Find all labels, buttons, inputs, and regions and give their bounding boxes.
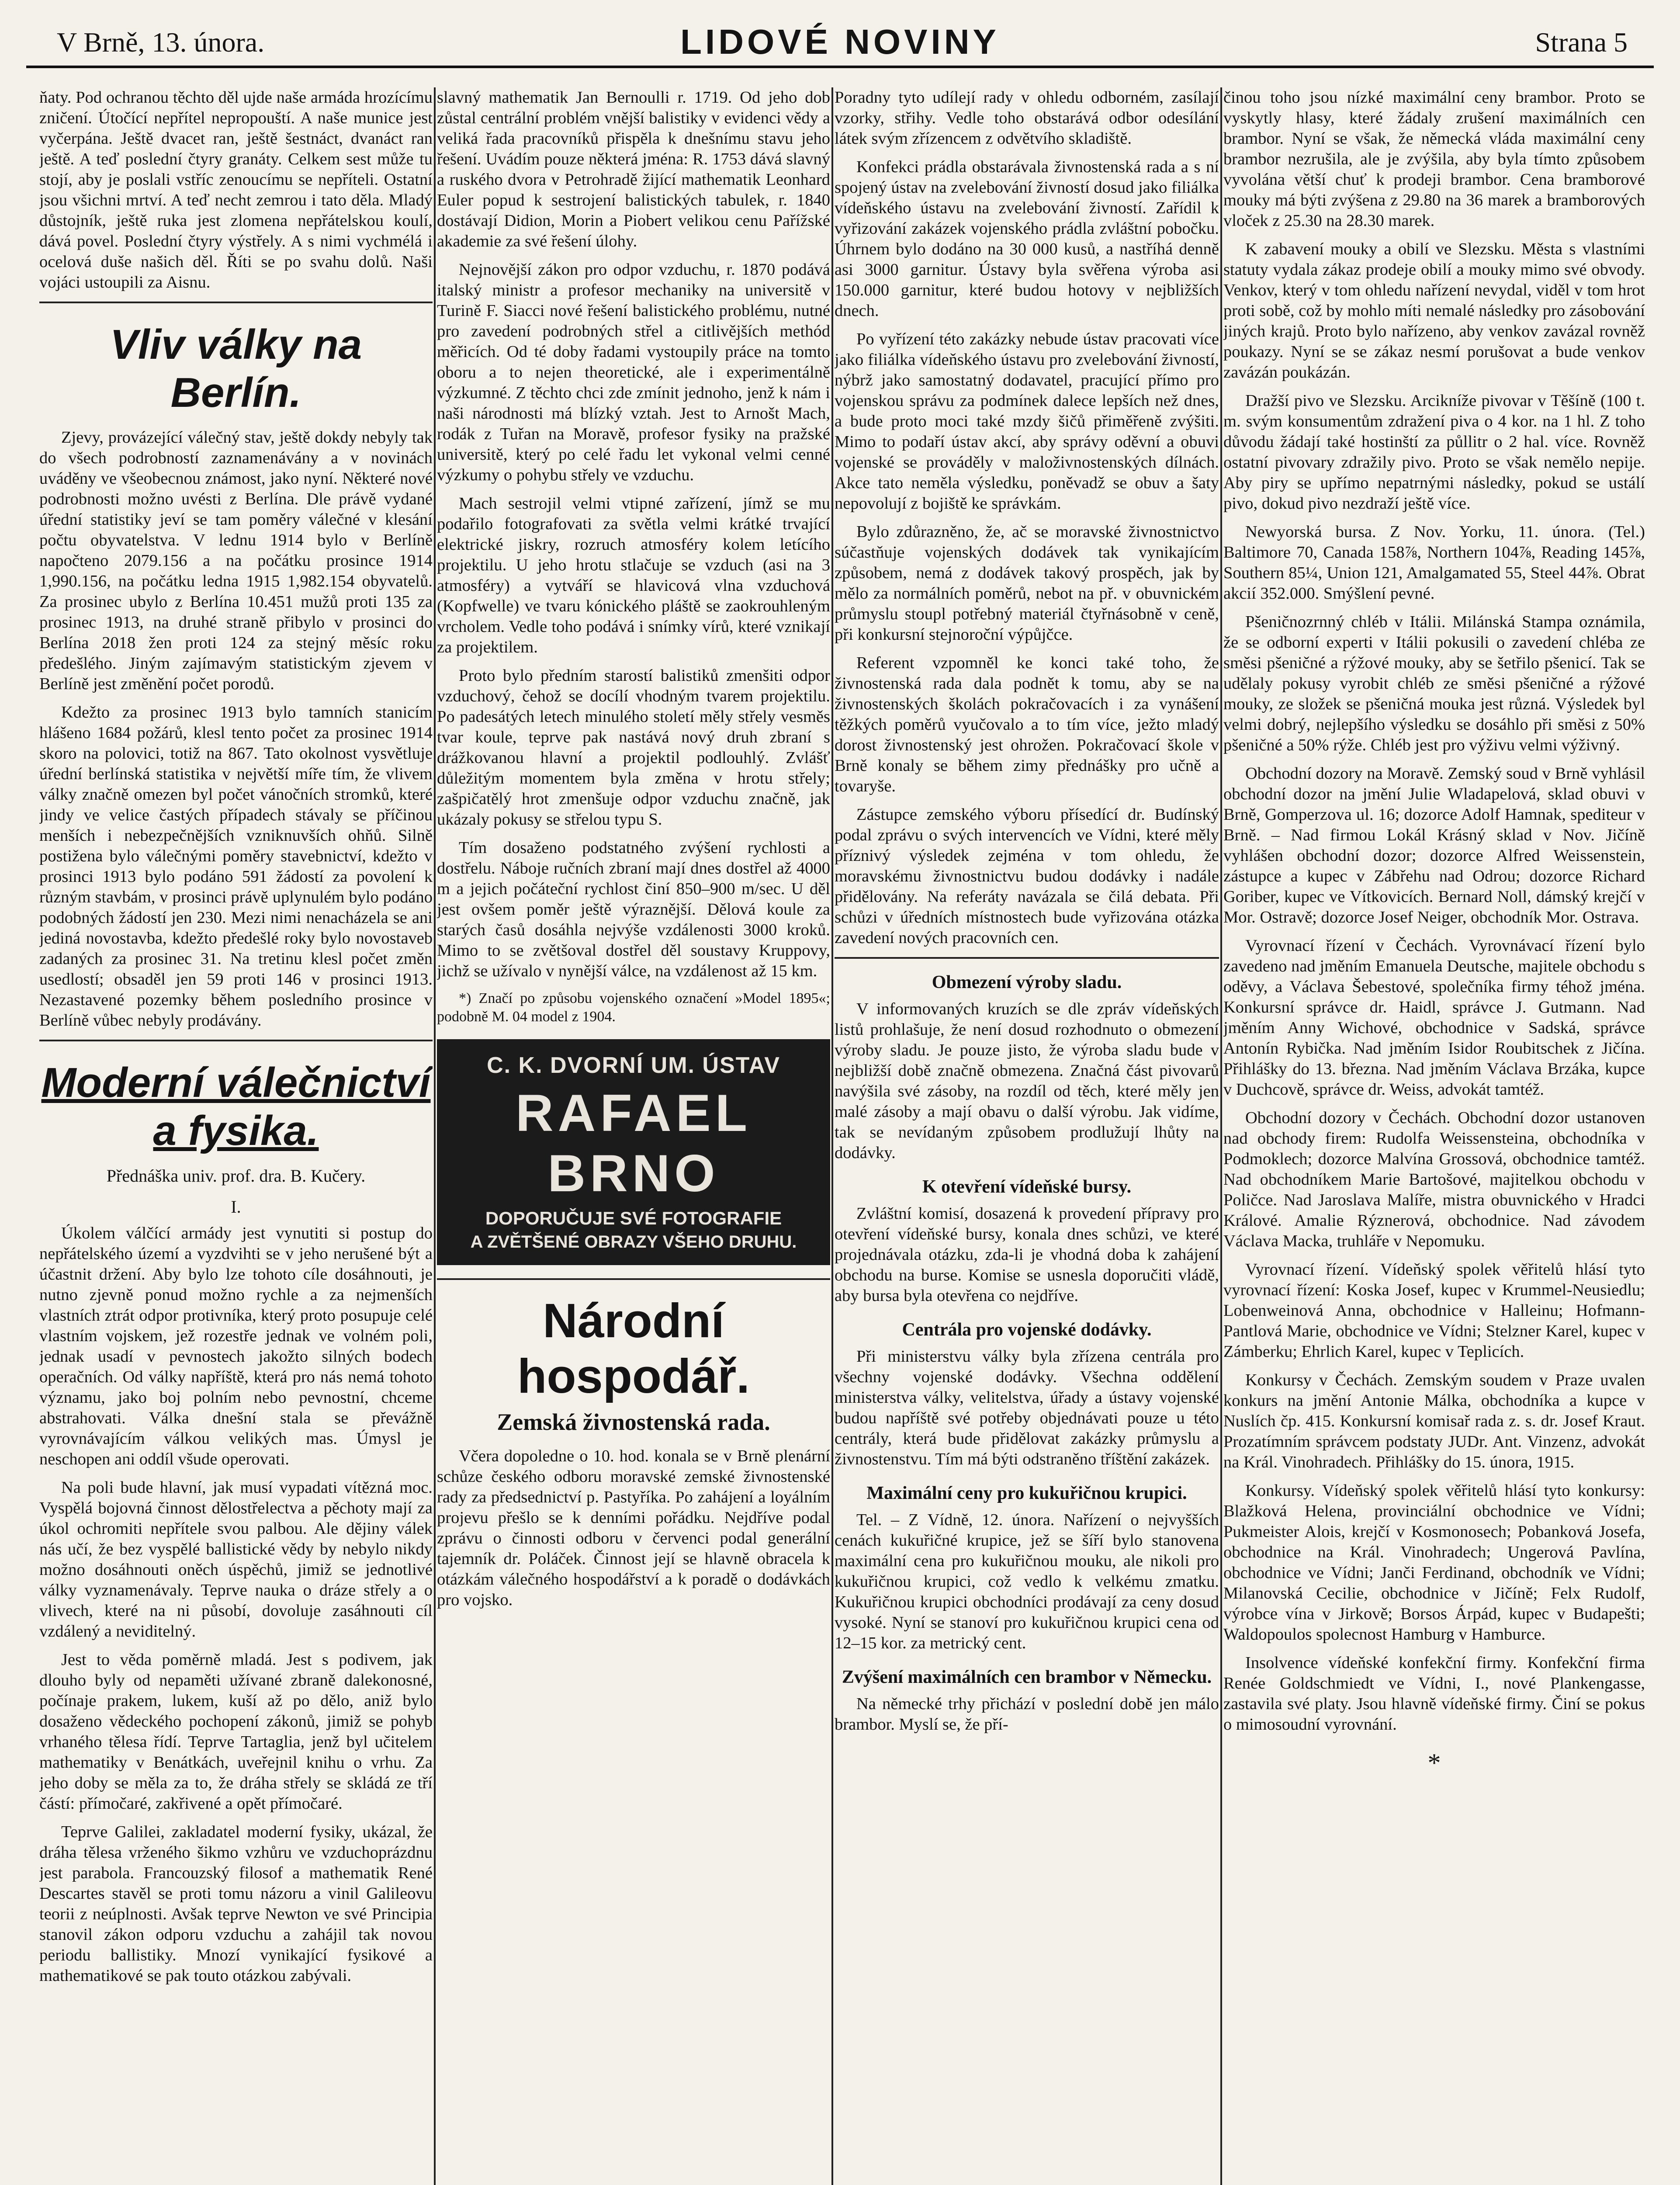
paragraph: Konkursy. Vídeňský spolek věřitelů hlásí tyto konkursy: Blažková Helena, provinciální obchodnice ve Vídni; Pukmeister Alois, krejčí v Kosmonosech; Pobanková Josefa, obchodnice na Král. Vinohradech; Ungerová Pavlína, obchodnice ve Vídni; Janči Ferdinand, obchodník ve Vídni; Milanovská Cecilie, obchodnice v Jičíně; Felx Rudolf, výrobce vína v Jirkově; Borsos Árpád, kupec v Budapešti; Waldopoulos spolecnost Hamburg v Hamburce.: [1223, 1481, 1645, 1644]
paragraph: Insolvence vídeňské konfekční firmy. Konfekční firma Renée Goldschmiedt ve Vídni, I., nové Plankengasse, zastavila své platy. Jsou hlavně vídeňské firmy. Činí se pokus o mimosoudní vyrovnání.: [1223, 1654, 1645, 1734]
paragraph: Jest to věda poměrně mladá. Jest s podivem, jak dlouho byly od nepaměti užívané zbraně dalekonosné, počínaje prakem, lukem, kuší až po dělo, aniž bylo dosaženo vědeckého pochopení zákonů, jimiž se pohyb vrhaného tělesa řídí. Teprve Tartaglia, jenž byl učitelem mathematiky v Benátkách, uveřejnil knihu o vrhu. Za jeho doby se měla za to, že dráha střely se skládá ze tří částí: přímočaré, zakřivené a opět přímočaré.: [39, 1651, 433, 1813]
byline: Přednáška univ. prof. dra. B. Kučery.: [106, 1166, 366, 1186]
divider: [835, 957, 1219, 959]
section-number: I.: [231, 1197, 241, 1217]
paragraph: Vyrovnací řízení v Čechách. Vyrovnávací řízení bylo zavedeno nad jměním Emanuela Deutsche, majitele obchodu s oděvy, a Václava Šebestové, společníka firmy téhož jména. Konkursní správce dr. Haidl, správce J. Gutmann. Nad jměním Anny Wichové, obchodnice v Sadská, správce Antonín Rybička. Nad jměním Isidor Roubitschek z Jičína. Přihlášky do 13. března. Nad jměním Václava Brzáka, kupce v Duchcově, správce dr. Weiss, advokát tamtéž.: [1223, 936, 1645, 1099]
end-mark: *: [1427, 1748, 1441, 1777]
paragraph: V informovaných kruzích se dle zpráv vídeňských listů prohlašuje, že není dosud rozhodnuto o obmezení výroby sladu. Je pouze jisto, že výroba sladu bude v nejbližší době značně obmezena. Značná část pivovarů navýšila své zásoby, na rozdíl od těch, které měly jen malé zásoby a mají obavu o další výrobu. Jak vidíme, tak se nevídaným způsobem prodlužují lhůty na dodávky.: [835, 1000, 1219, 1162]
paragraph: Newyorská bursa. Z Nov. Yorku, 11. února. (Tel.) Baltimore 70, Canada 158⅞, Northern 104⅞, Reading 145⅞, Southern 85¼, Union 121, Amalgamated 55, Steel 44⅞. Obrat akcií 352.000. Smýšlení pevné.: [1223, 523, 1645, 603]
divider: [39, 1040, 433, 1041]
column-rule: [434, 87, 436, 2185]
headline-moderni-valecnictvi: Moderní válečnictví a fysika.: [41, 1059, 431, 1154]
paragraph: Obchodní dozory na Moravě. Zemský soud v Brně vyhlásil obchodní dozor na jmění Julie Wladapelová, sklad obuvi v Brně, Gomperzova ul. 16; dozorce Adolf Hamnak, spediteur v Brně. – Nad firmou Lokál Krásný sklad v Nov. Jičíně vyhlášen obchodní dozor; dozorce Alfred Weissenstein, zástupce a kupec v Zábřehu nad Odrou; dozorce Richard Goriber, kupec ve Vítkovicích. Bernard Noll, dámský krejčí v Mor. Ostravě; dozorce Josef Neiger, obchodník Mor. Ostrava.: [1223, 764, 1645, 926]
paragraph: slavný mathematik Jan Bernoulli r. 1719. Od jeho dob zůstal centrální problém vnější balistiky v evidenci vědy a veliká řada pracovníků přispěla k dnešnímu stavu jeho řešení. Uvádím pouze některá jména: R. 1753 dává slavný a ruského dvora v Petrohradě žijící mathematik Leonhard Euler popud k sestrojení balistických tabulek, r. 1840 dostávají Didion, Morin a Piobert velikou cenu Pařížské akademie za své řešení úlohy.: [437, 88, 830, 250]
headline-slad: Obmezení výroby sladu.: [932, 972, 1122, 992]
headline-bursa: K otevření vídeňské bursy.: [922, 1177, 1132, 1197]
paragraph: Zjevy, provázející válečný stav, ještě dokdy nebyly tak do všech podrobností zaznamenávány a v novinách uváděny ve všeobecnou známost, jako nyní. Některé nové podrobnosti možno uvésti z Berlína. Dle právě vydané úřední statistiky jeví se tam poměry válečné v klesání počtu obyvatelstva. V lednu 1914 bylo v Berlíně napočteno 2079.156 a na počátku prosince 1914 1,990.156, na počátku ledna 1915 1,982.154 obyvatelů. Za prosinec ubylo z Berlína 10.451 mužů proti 135 za prosinec 1913, na druhé straně přibylo v prosinci do Berlína 2018 žen proti 124 za stejný měsíc roku předešlého. Jiným zajímavým statistickým zjevem v Berlíně jest změnění počet porodů.: [39, 428, 433, 693]
paragraph: Po vyřízení této zakázky nebude ústav pracovati více jako filiálka vídeňského ústavu pro zvelebování živností, nýbrž jako samostatný dodavatel, pracující přímo pro vojenskou správu za podmínek dalece lepších než dnes, a bude proto moci také mzdy šičů přiměřeně zvýšiti. Mimo to podaří ústav akcí, aby správy oděvní a obuvi vojenské se prováděly v maloživnostenských dílnách. Akce tato neměla výsledku, poněvadž se obuv a šaty nepovolují z bojiště ke správkám.: [835, 330, 1219, 513]
divider: [39, 302, 433, 303]
ad-line: A ZVĚTŠENÉ OBRAZY VŠEHO DRUHU.: [470, 1232, 797, 1252]
paragraph: Tím dosaženo podstatného zvýšení rychlosti a dostřelu. Náboje ručních zbraní mají dnes dostřel až 4000 m a jejich počáteční rychlost činí 850–900 m/sec. U děl jest ovšem poměr ještě výraznější. Dělová koule za starých časů dosáhla nejvýše vzdálenosti 3000 kroků. Mimo to se zvětšoval dostřel děl soustavy Kruppovy, jichž se užívalo v nynější válce, na vzdálenost až 15 km.: [437, 839, 830, 980]
paragraph: Na německé trhy přichází v poslední době jen málo brambor. Myslí se, že pří-: [835, 1695, 1219, 1734]
paragraph: činou toho jsou nízké maximální ceny brambor. Proto se vyskytly hlasy, které žádaly zrušení maximálních cen brambor. Nyní se však, že německá vláda maximální ceny brambor nezrušila, ale je zvýšila, aby byla tímto způsobem vyvolána větší chuť k prodeji brambor. Cena bramborové mouky má býti zvýšena z 29.80 na 36 marek a bramborových vloček z 25.30 na 28.30 marek.: [1223, 88, 1645, 230]
paragraph: Zvláštní komisí, dosazená k provedení přípravy pro otevření vídeňské bursy, konala dnes schůzi, ve které projednávala otázku, zda-li je vhodná doba k zahájení obchodu na burse. Komise se usnesla doporučiti vládě, aby bursa byla otevřena co nejdříve.: [835, 1204, 1219, 1305]
paragraph: Nejnovější zákon pro odpor vzduchu, r. 1870 podává italský ministr a profesor mechaniky na universitě v Turině F. Siacci nové řešení balistického problému, nutné pro zavedení podrobných střel a citlivějších methód měřicích. Od té doby řadami vystoupily práce na tomto oboru a to nejen theoretické, ale i experimentálně výzkumné. Z těchto chci zde zmínit jednoho, jenž k nám i naši národnosti má blízký vztah. Jest to Arnošt Mach, rodák z Tuřan na Moravě, profesor fysiky na pražské universitě, který po celé řadu let vykonal velmi cenné výzkumy o pohybu střely ve vzduchu.: [437, 260, 830, 484]
headline-brambory: Zvýšení maximálních cen brambor v Německu.: [842, 1667, 1212, 1687]
paragraph: Dražší pivo ve Slezsku. Arcikníže pivovar v Těšíně (100 t. m. svým konsumentům zdražení piva o 4 kor. na 1 hl. Z toho důvodu žádají také hostinští za půllitr o 2 hal. více. Rovněž ostatní pivovary zdražily pivo. Proto se však nemělo nepije. Aby piry se upřímo nepatrnými následky, pokud se ustálí pivo, dokud pivo nezdraží ještě více.: [1223, 392, 1645, 513]
headline-kukurice: Maximální ceny pro kukuřičnou krupici.: [866, 1483, 1187, 1503]
issue-date: V Brně, 13. února.: [57, 27, 265, 58]
paragraph: Vyrovnací řízení. Vídeňský spolek věřitelů hlásí tyto vyrovnací řízení: Koska Josef, kupec v Krummel-Neusiedlu; Lobenweinová Anna, obchodnice v Halleinu; Hofmann-Pantlová Marie, obchodnice ve Vídni; Stelzner Karel, kupec v Zámberku; Ehrlich Karel, kupec v Teplicích.: [1223, 1260, 1645, 1361]
paragraph: Na poli bude hlavní, jak musí vypadati vítězná moc. Vyspělá bojovná činnost dělostřelectva a pěchoty mají za úkol ochromiti nepřítele svou palbou. Ale dějiny válek nás učí, že bez vyspělé ballistické vědy by nebylo nikdy možno dosáhnouti oněch úspěchů, jimiž se jednotlivé války vyznamenávaly. Teprve nauka o dráze střely a o vlivech, které na ni působí, dovoluje zasáhnouti cíl vzdálený a neviditelný.: [39, 1478, 433, 1640]
column-rule: [1220, 87, 1222, 2185]
ad-line: DOPORUČUJE SVÉ FOTOGRAFIE: [485, 1208, 782, 1228]
headline-centrala: Centrála pro vojenské dodávky.: [902, 1320, 1152, 1340]
ad-line: C. K. DVORNÍ UM. ÚSTAV: [487, 1053, 780, 1078]
paragraph: Kdežto za prosinec 1913 bylo tamních stanicím hlášeno 1684 požárů, klesl tento počet za prosinec 1914 skoro na polovici, totiž na 867. Tato okolnost vysvětluje úřední berlínská statistika v největší míře tím, že vlivem války značně omezen byl počet vánočních stromků, které jindy ve velice častých případech stávaly se příčinou menších i nebezpečnějších vzniknuvších ohňů. Silně postižena bylo válečnými poměry stavebnictví, kdežto v prosinci 1913 bylo podáno 591 žádostí za povolení k různým stavbám, v prosinci právě uplynulém bylo podáno podobných žádostí jen 230. Mezi nimi nenacházela se ani jediná novostavba, kdežto předešlé roky bylo novostaveb zadaných za prosinec 31. Na tretinu klesl počet změn usedlostí; obsaděl jen 59 proti 146 v prosinci 1913. Nezastavené pozemky během posledního prosince v Berlíně vůbec nebyly prodávány.: [39, 703, 433, 1030]
column-4: [1223, 87, 1645, 2185]
divider: [437, 1278, 830, 1280]
page-header: [26, 13, 1654, 68]
subheadline: Zemská živnostenská rada.: [497, 1409, 770, 1435]
advertisement-rafael: [437, 1039, 830, 1265]
paragraph: Úkolem válčící armády jest vynutiti si postup do nepřátelského území a vyzdvihti se v jeho nerušené být a účastnit držení. Aby bylo lze tohoto cíle dosáhnouti, je nutno zjevně ponud možno rychle a za nejmenších vlastních ztrát odpor protivníka, který proto posupuje celé vlastním vojskem, jež rozestře jednak ve volném poli, jednak usadí v pevnostech jakožto silných bodech operačních. Od války napříště, která pro nás nemá tohoto významu, jako boj polním nebo pevnostní, chceme abstrahovati. Válka dnešní stala se převážně vyrovnávajícím válkou velikých mas. Úmysl je neschopen ani oddíl všude operovati.: [39, 1224, 433, 1468]
paragraph: Teprve Galilei, zakladatel moderní fysiky, ukázal, že dráha tělesa vrženého šikmo vzhůru ve vzduchoprázdnu jest parabola. Francouzský filosof a mathematik René Descartes stavěl se proti tomu názoru a vinil Galileovu teorii z neúplnosti. Avšak teprve Newton ve své Principia stanovil zákon odporu vzduchu a zahájil tak novou periodu ballistiky. Mnozí vynikající fysikové a mathematikové se pak touto otázkou zabývali.: [39, 1823, 433, 1985]
ad-brand: RAFAEL BRNO: [516, 1084, 752, 1203]
paragraph: Zástupce zemského výboru přísedící dr. Budínský podal zprávu o svých intervencích ve Vídni, které měly příznivý výsledek zejména v tom ohledu, že moravskému živnostnictvu budou dodávky i nadále přidělovány. Na referáty navázala se čilá debata. Při schůzi v úředních místnostech bude vyřizována otázka zavedení nových pracovních cen.: [835, 805, 1219, 947]
paragraph: Proto bylo předním starostí balistiků zmenšiti odpor vzduchový, čehož se docílí vhodným tvarem projektilu. Po padesátých letech minulého století měly střely vesměs tvar koule, teprve pak nastává nový druh zbraní s drážkovanou hlavní a projektil podlouhlý. Zvlášť důležitým momentem byla změna v hrotu střely; zašpičatělý hrot zmenšuje odpor vzduchu značně, jak ukázaly pokusy se střelou typu S.: [437, 666, 830, 829]
footnote: *) Značí po způsobu vojenského označení »Model 1895«; podobně M. 04 model z 1904.: [437, 990, 830, 1025]
paragraph: Včera dopoledne o 10. hod. konala se v Brně plenární schůze českého odboru moravské zemské živnostenské rady za předsednictví p. Pastyříka. Po zahájení a loyálním projevu přešlo se k denními pořádku. Nejdříve podal zprávu o činnosti odboru v červenci podal generální tajemník dr. Poláček. Činnost její se hlavně obracela k otázkám válečného hospodářství a k poradě o dodávkách pro vojsko.: [437, 1447, 830, 1609]
paragraph: K zabavení mouky a obilí ve Slezsku. Města s vlastními statuty vydala zákaz prodeje obilí a mouky mimo své obvody. Venkov, který v tom ohledu nařízení nevydal, viděl v tom hrot proti sobě, což by mohlo míti nemalé následky pro zásobování jiných krajů. Proto bylo nařízeno, aby venkov zavázal rovněž poukazy. Nyní se se zákaz nesmí porušovat a bude venkov zavázán poukázán.: [1223, 240, 1645, 382]
section-title-narodni-hospodar: Národní hospodář.: [517, 1294, 750, 1403]
paragraph: Při ministerstvu války byla zřízena centrála pro všechny vojenské dodávky. Všechna oddělení ministerstva války, velitelstva, úřady a ústavy vojenské budou napříště své potřeby objednávati pouze u této centrály, která bude přidělovat zakázky průmyslu a živnostenstvu. Tím má býti odstraněno tříštění zakázek.: [835, 1347, 1219, 1468]
paragraph: Bylo zdůrazněno, že, ač se moravské živnostnictvo súčastňuje vojenských dodávek tak vynikajícím způsobem, nemá z dodávek takový prospěch, jak by mělo za normálních poměrů, nebot na př. v obuvnickém průmyslu stoupl potřebný materiál čtyřnásobně v ceně, při konkursní stejnoroční výpůjčce.: [835, 523, 1219, 644]
paragraph: Konfekci prádla obstarávala živnostenská rada a s ní spojený ústav na zvelebování živností dosud jako filiálka vídeňského ústavu na zvelebování živností. Zařídil k vyřizování zakázek vojenského prádla zvláštní pobočku. Úhrnem bylo dodáno na 30 000 kusů, a nastříhá denně asi 3000 garnitur. Ústavy byla svěřena výroba asi 150.000 garnitur, které budou hotovy v nejbližších dnech.: [835, 158, 1219, 320]
headline-berlin: Vliv války na Berlín.: [110, 321, 362, 416]
masthead: LIDOVÉ NOVINY: [680, 22, 1000, 61]
paragraph: Tel. – Z Vídně, 12. února. Nařízení o nejvyšších cenách kukuřičné krupice, jež se šíří bylo stanovena maximální cena pro kukuřičnou mouku, ale nikoli pro kukuřičnou krupici, což vedlo k velkému zmatku. Kukuřičnou krupici obchodníci prodávají za ceny dosud vysoké. Nyní se stanoví pro kukuřičnou krupici cena od 12–15 kor. za metrický cent.: [835, 1511, 1219, 1652]
column-2: [437, 87, 830, 2185]
paragraph: Mach sestrojil velmi vtipné zařízení, jímž se mu podařilo fotografovati za světla velmi krátké trvající elektrické jiskry, rozruch atmosféry kolem letícího projektilu. U jeho hrotu stlačuje se vzduch (asi na 3 atmosféry) a vytváří se hlavicová vlna vzduchová (Kopfwelle) ve tvaru kónického pláště se zaokrouhleným vrcholem. Vedle toho podává i snímky vírů, které vznikají za projektilem.: [437, 494, 830, 656]
paragraph: Poradny tyto udílejí rady v ohledu odborném, zasílají vzorky, střihy. Vedle toho obstarává odbor odesílání látek svým zřízencem z odvětvího skladiště.: [835, 88, 1219, 148]
page-number: Strana 5: [1535, 27, 1628, 58]
column-rule: [831, 87, 833, 2185]
column-1: [39, 87, 433, 2185]
paragraph: Referent vzpomněl ke konci také toho, že živnostenská rada dala podnět k tomu, aby se na živnostenských školách pokračovacích i za vynášení těžkých poměrů vyučovalo a to tím více, ježto mladý dorost živnostenský jest ohrožen. Pokračovací škole v Brně konaly se během zimy přednášky pro učně a tovaryše.: [835, 654, 1219, 795]
article-continuation: ňaty. Pod ochranou těchto děl ujde naše armáda hrozícímu zničení. Útočící nepřítel nepropouští. A naše munice jest vyčerpána. Ještě dvacet ran, ještě šestnáct, dvanáct ran ještě. A teď poslední čtyry granáty. Celkem sest může tu stojí, aby je poslali vstříc zenoucímu se nepříteli. Ostatní jsou všichni mrtví. A teď necht zemrou i tato děla. Mladý důstojník, ještě ruka jest zlomena nepřátelskou koulí, dává povel. Poslední čtyry výstřely. A s nimi vychmélá i ocelová duše našich děl. Říti se po svahu dolů. Naši vojáci ustoupili za Aisnu.: [39, 88, 433, 291]
column-3: [835, 87, 1219, 2185]
paragraph: Obchodní dozory v Čechách. Obchodní dozor ustanoven nad obchody firem: Rudolfa Weissensteina, obchodníka v Podmoklech; dozorce Malvína Grossová, obchodnice tamtéž. Nad obchodníkem Marie Bartošové, majitelkou obchodu v Poličce. Nad Jaroslava Malíře, mistra obuvnického v Hradci Králové. Amalie Rýznerová, obchodnice. Nad závodem Václava Macka, truhláře v Nepomuku.: [1223, 1109, 1645, 1250]
paragraph: Pšeničnozrnný chléb v Itálii. Milánská Stampa oznámila, že se odborní experti v Itálii pokusili o zavedení chléba ze směsi pšeničné a rýžové mouky, aby se šetřilo pšenicí. Tak se udělaly pokusy vyrobit chléb ze směsi pšeničné a rýžové mouky, ze složek se pšeničná mouka jest různá. Výsledek byl velmi dobrý, nejlepšího výsledku se dosáhlo při směsi z 50% pšeničné a 50% rýže. Chléb jest pro výživu velmi výživný.: [1223, 613, 1645, 754]
paragraph: Konkursy v Čechách. Zemským soudem v Praze uvalen konkurs na jmění Antonie Málka, obchodníka a kupce v Nuslích čp. 415. Konkursní komisař rada z. s. dr. Josef Kraut. Prozatímním správcem podstaty JUDr. Ant. Vinzenz, advokát na Král. Vinohradech. Přihlášky do 15. února, 1915.: [1223, 1371, 1645, 1471]
